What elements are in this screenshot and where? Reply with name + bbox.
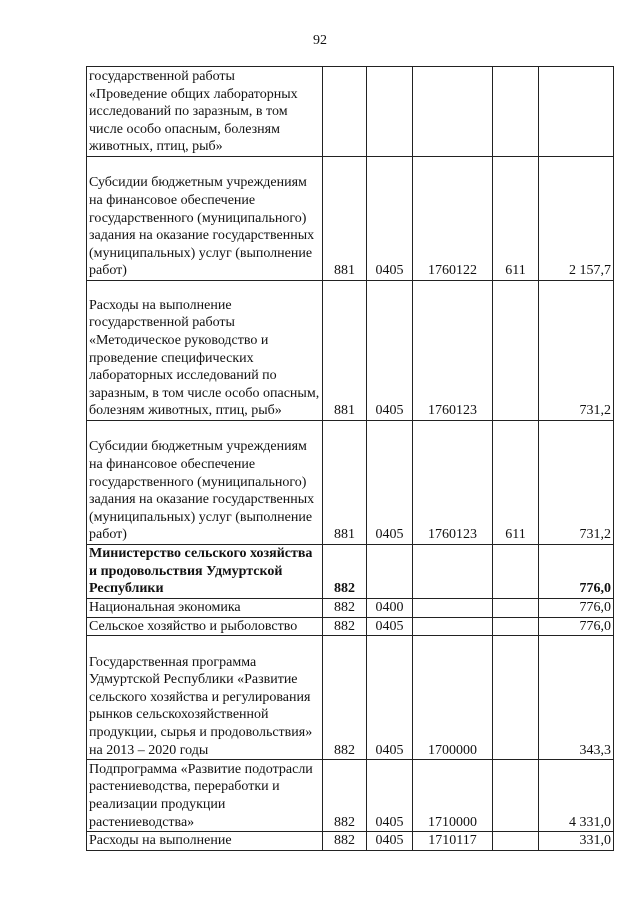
amount-value: 776,0 xyxy=(539,545,614,599)
amount-value: 331,0 xyxy=(539,832,614,851)
expense-type-code xyxy=(493,617,539,636)
ministry-code: 881 xyxy=(323,421,367,545)
row-description: Государственная программа Удмуртской Республики «Развитие сельского хозяйства и регулирования рынков сельскохозяйственной продукции, сырья и продовольствия» на 2013 – 2020 годы xyxy=(87,636,323,760)
amount-value: 731,2 xyxy=(539,281,614,421)
table-row xyxy=(87,545,614,599)
row-description: Расходы на выполнение государственной работы «Методическое руководство и проведение специфических лабораторных исследований по заразным, в том числе особо опасным, болезням животных, птиц, рыб» xyxy=(87,281,323,421)
section-code: 0405 xyxy=(367,636,413,760)
row-description: Расходы на выполнение xyxy=(87,832,323,851)
section-code: 0405 xyxy=(367,617,413,636)
expense-type-code xyxy=(493,636,539,760)
target-article-code: 1710000 xyxy=(413,760,493,832)
target-article-code xyxy=(413,67,493,157)
expense-type-code xyxy=(493,545,539,599)
section-code: 0400 xyxy=(367,599,413,618)
amount-value: 4 331,0 xyxy=(539,760,614,832)
ministry-code: 882 xyxy=(323,599,367,618)
ministry-code: 881 xyxy=(323,157,367,281)
ministry-code: 882 xyxy=(323,636,367,760)
ministry-code: 882 xyxy=(323,617,367,636)
ministry-code xyxy=(323,67,367,157)
expense-type-code xyxy=(493,832,539,851)
ministry-code: 881 xyxy=(323,281,367,421)
expense-type-code xyxy=(493,760,539,832)
table-row xyxy=(87,636,614,760)
table-row xyxy=(87,157,614,281)
ministry-code: 882 xyxy=(323,545,367,599)
amount-value: 776,0 xyxy=(539,617,614,636)
target-article-code: 1760122 xyxy=(413,157,493,281)
section-code xyxy=(367,545,413,599)
table-row xyxy=(87,67,614,157)
expense-type-code xyxy=(493,67,539,157)
row-description: Субсидии бюджетным учреждениям на финансовое обеспечение государственного (муниципального) задания на оказание государственных (муниципальных) услуг (выполнение работ) xyxy=(87,157,323,281)
page-number: 92 xyxy=(313,33,327,48)
section-code xyxy=(367,67,413,157)
target-article-code: 1760123 xyxy=(413,421,493,545)
section-code: 0405 xyxy=(367,421,413,545)
expense-type-code: 611 xyxy=(493,421,539,545)
table-row xyxy=(87,599,614,618)
row-description: Национальная экономика xyxy=(87,599,323,618)
table-row xyxy=(87,760,614,832)
row-description: государственной работы «Проведение общих лабораторных исследований по заразным, в том числе особо опасным, болезням животных, птиц, рыб» xyxy=(87,67,323,157)
amount-value xyxy=(539,67,614,157)
target-article-code xyxy=(413,545,493,599)
target-article-code: 1760123 xyxy=(413,281,493,421)
budget-table xyxy=(86,66,614,851)
row-description: Подпрограмма «Развитие подотрасли растениеводства, переработки и реализации продукции растениеводства» xyxy=(87,760,323,832)
expense-type-code xyxy=(493,599,539,618)
table-row xyxy=(87,617,614,636)
amount-value: 731,2 xyxy=(539,421,614,545)
table-row xyxy=(87,281,614,421)
row-description: Сельское хозяйство и рыболовство xyxy=(87,617,323,636)
amount-value: 2 157,7 xyxy=(539,157,614,281)
expense-type-code xyxy=(493,281,539,421)
amount-value: 343,3 xyxy=(539,636,614,760)
section-code: 0405 xyxy=(367,760,413,832)
table-row xyxy=(87,421,614,545)
budget-table-body xyxy=(87,67,614,851)
row-description: Субсидии бюджетным учреждениям на финансовое обеспечение государственного (муниципального) задания на оказание государственных (муниципальных) услуг (выполнение работ) xyxy=(87,421,323,545)
target-article-code: 1710117 xyxy=(413,832,493,851)
target-article-code xyxy=(413,599,493,618)
table-row xyxy=(87,832,614,851)
ministry-code: 882 xyxy=(323,760,367,832)
row-description: Министерство сельского хозяйства и продовольствия Удмуртской Республики xyxy=(87,545,323,599)
expense-type-code: 611 xyxy=(493,157,539,281)
target-article-code: 1700000 xyxy=(413,636,493,760)
ministry-code: 882 xyxy=(323,832,367,851)
target-article-code xyxy=(413,617,493,636)
section-code: 0405 xyxy=(367,157,413,281)
amount-value: 776,0 xyxy=(539,599,614,618)
section-code: 0405 xyxy=(367,832,413,851)
section-code: 0405 xyxy=(367,281,413,421)
